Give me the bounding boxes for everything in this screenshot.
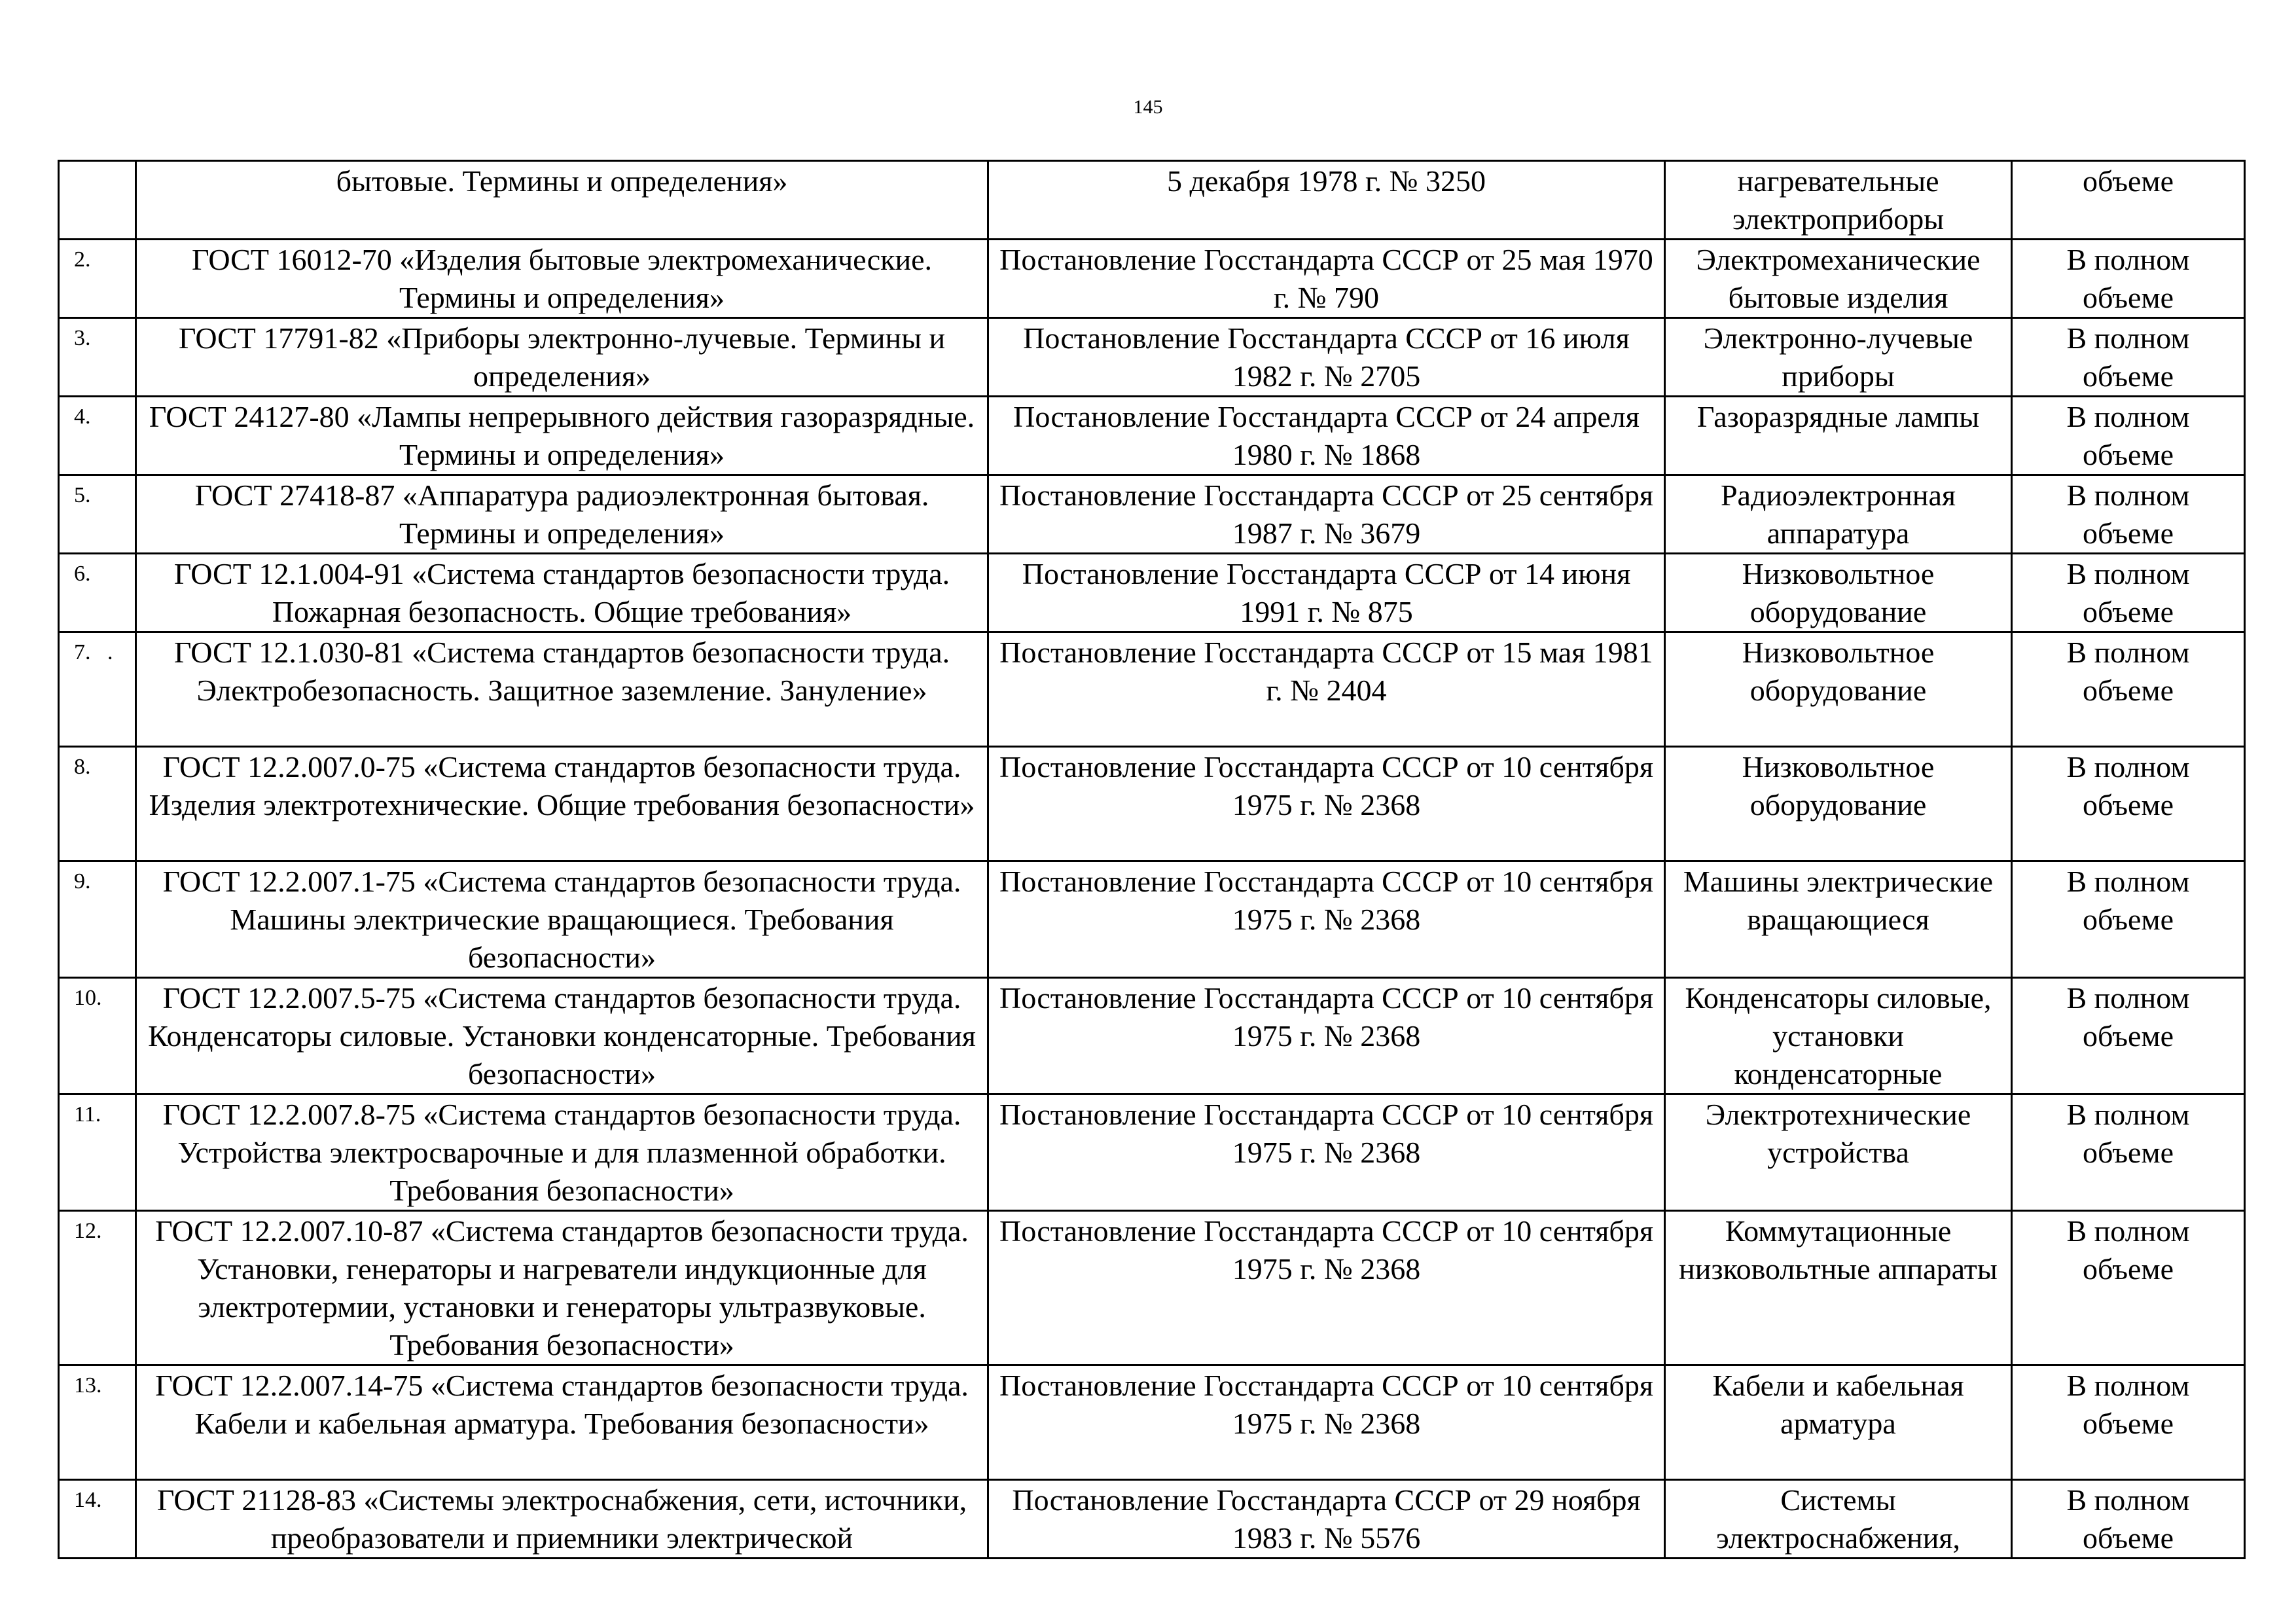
object-cell: Коммутационные низковольтные аппараты bbox=[1665, 1211, 2012, 1365]
document-cell: ГОСТ 12.2.007.14-75 «Система стандартов безопасности труда. Кабели и кабельная арматура. Требования безопасности» bbox=[136, 1365, 988, 1480]
approval-act-cell: Постановление Госстандарта СССР от 16 июля 1982 г. № 2705 bbox=[988, 318, 1665, 397]
object-cell: Низковольтное оборудование bbox=[1665, 632, 2012, 747]
scope-cell: В полном объеме bbox=[2012, 1365, 2245, 1480]
approval-act-cell: Постановление Госстандарта СССР от 14 июня 1991 г. № 875 bbox=[988, 554, 1665, 632]
object-cell: Электронно-лучевые приборы bbox=[1665, 318, 2012, 397]
row-number: 5. bbox=[59, 475, 136, 554]
object-cell: Электромеханические бытовые изделия bbox=[1665, 240, 2012, 318]
row-number: 7. . bbox=[59, 632, 136, 747]
document-cell: ГОСТ 12.2.007.10-87 «Система стандартов безопасности труда. Установки, генераторы и нагреватели индукционные для электротермии, установки и генераторы ультразвуковые. Требования безопасности» bbox=[136, 1211, 988, 1365]
row-number: 2. bbox=[59, 240, 136, 318]
approval-act-cell: Постановление Госстандарта СССР от 10 сентября 1975 г. № 2368 bbox=[988, 1365, 1665, 1480]
table-row bbox=[59, 475, 2245, 554]
document-cell: ГОСТ 12.2.007.1-75 «Система стандартов безопасности труда. Машины электрические вращающиеся. Требования безопасности» bbox=[136, 861, 988, 978]
scope-cell: В полном объеме bbox=[2012, 861, 2245, 978]
scope-cell: В полном объеме bbox=[2012, 240, 2245, 318]
scope-cell: В полном объеме bbox=[2012, 554, 2245, 632]
scope-cell: В полном объеме bbox=[2012, 1094, 2245, 1211]
object-cell: Электротехнические устройства bbox=[1665, 1094, 2012, 1211]
table-row bbox=[59, 1480, 2245, 1559]
document-cell: ГОСТ 12.1.030-81 «Система стандартов безопасности труда. Электробезопасность. Защитное заземление. Зануление» bbox=[136, 632, 988, 747]
document-cell: ГОСТ 16012-70 «Изделия бытовые электромеханические. Термины и определения» bbox=[136, 240, 988, 318]
object-cell: Системы электроснабжения, bbox=[1665, 1480, 2012, 1559]
document-cell: ГОСТ 12.2.007.0-75 «Система стандартов безопасности труда. Изделия электротехнические. Общие требования безопасности» bbox=[136, 747, 988, 861]
approval-act-cell: Постановление Госстандарта СССР от 24 апреля 1980 г. № 1868 bbox=[988, 397, 1665, 475]
row-number: 4. bbox=[59, 397, 136, 475]
approval-act-cell: Постановление Госстандарта СССР от 25 сентября 1987 г. № 3679 bbox=[988, 475, 1665, 554]
row-number: 13. bbox=[59, 1365, 136, 1480]
table-row bbox=[59, 1094, 2245, 1211]
approval-act-cell: 5 декабря 1978 г. № 3250 bbox=[988, 161, 1665, 240]
approval-act-cell: Постановление Госстандарта СССР от 10 сентября 1975 г. № 2368 bbox=[988, 1094, 1665, 1211]
table-row bbox=[59, 632, 2245, 747]
row-number bbox=[59, 161, 136, 240]
row-number: 10. bbox=[59, 978, 136, 1094]
scope-cell: В полном объеме bbox=[2012, 475, 2245, 554]
object-cell: Кабели и кабельная арматура bbox=[1665, 1365, 2012, 1480]
table-row bbox=[59, 397, 2245, 475]
scope-cell: В полном объеме bbox=[2012, 397, 2245, 475]
object-cell: Низковольтное оборудование bbox=[1665, 747, 2012, 861]
scope-cell: В полном объеме bbox=[2012, 318, 2245, 397]
approval-act-cell: Постановление Госстандарта СССР от 10 сентября 1975 г. № 2368 bbox=[988, 861, 1665, 978]
table-row bbox=[59, 1365, 2245, 1480]
scope-cell: В полном объеме bbox=[2012, 632, 2245, 747]
document-cell: ГОСТ 12.1.004-91 «Система стандартов безопасности труда. Пожарная безопасность. Общие требования» bbox=[136, 554, 988, 632]
object-cell: Радиоэлектронная аппаратура bbox=[1665, 475, 2012, 554]
table-row bbox=[59, 978, 2245, 1094]
table-row bbox=[59, 240, 2245, 318]
approval-act-cell: Постановление Госстандарта СССР от 10 сентября 1975 г. № 2368 bbox=[988, 978, 1665, 1094]
approval-act-cell: Постановление Госстандарта СССР от 29 ноября 1983 г. № 5576 bbox=[988, 1480, 1665, 1559]
object-cell: Машины электрические вращающиеся bbox=[1665, 861, 2012, 978]
table-row bbox=[59, 747, 2245, 861]
object-cell: Газоразрядные лампы bbox=[1665, 397, 2012, 475]
document-cell: ГОСТ 21128-83 «Системы электроснабжения, сети, источники, преобразователи и приемники электрической bbox=[136, 1480, 988, 1559]
document-cell: ГОСТ 27418-87 «Аппаратура радиоэлектронная бытовая. Термины и определения» bbox=[136, 475, 988, 554]
scope-cell: объеме bbox=[2012, 161, 2245, 240]
object-cell: Конденсаторы силовые, установки конденсаторные bbox=[1665, 978, 2012, 1094]
row-number: 12. bbox=[59, 1211, 136, 1365]
document-cell: ГОСТ 17791-82 «Приборы электронно-лучевые. Термины и определения» bbox=[136, 318, 988, 397]
row-number: 9. bbox=[59, 861, 136, 978]
table-row bbox=[59, 554, 2245, 632]
scope-cell: В полном объеме bbox=[2012, 1480, 2245, 1559]
table-row bbox=[59, 1211, 2245, 1365]
document-cell: ГОСТ 24127-80 «Лампы непрерывного действия газоразрядные. Термины и определения» bbox=[136, 397, 988, 475]
standards-table bbox=[58, 160, 2246, 1559]
scope-cell: В полном объеме bbox=[2012, 747, 2245, 861]
page-number: 145 bbox=[1133, 96, 1163, 118]
scope-cell: В полном объеме bbox=[2012, 1211, 2245, 1365]
approval-act-cell: Постановление Госстандарта СССР от 10 сентября 1975 г. № 2368 bbox=[988, 747, 1665, 861]
table-row bbox=[59, 861, 2245, 978]
object-cell: Низковольтное оборудование bbox=[1665, 554, 2012, 632]
table-row bbox=[59, 318, 2245, 397]
document-cell: бытовые. Термины и определения» bbox=[136, 161, 988, 240]
approval-act-cell: Постановление Госстандарта СССР от 25 мая 1970 г. № 790 bbox=[988, 240, 1665, 318]
row-number: 8. bbox=[59, 747, 136, 861]
document-cell: ГОСТ 12.2.007.8-75 «Система стандартов безопасности труда. Устройства электросварочные и для плазменной обработки. Требования безопасности» bbox=[136, 1094, 988, 1211]
row-number: 3. bbox=[59, 318, 136, 397]
object-cell: нагревательные электроприборы bbox=[1665, 161, 2012, 240]
approval-act-cell: Постановление Госстандарта СССР от 10 сентября 1975 г. № 2368 bbox=[988, 1211, 1665, 1365]
scope-cell: В полном объеме bbox=[2012, 978, 2245, 1094]
row-number: 14. bbox=[59, 1480, 136, 1559]
approval-act-cell: Постановление Госстандарта СССР от 15 мая 1981 г. № 2404 bbox=[988, 632, 1665, 747]
row-number: 6. bbox=[59, 554, 136, 632]
row-number: 11. bbox=[59, 1094, 136, 1211]
table-row bbox=[59, 161, 2245, 240]
document-cell: ГОСТ 12.2.007.5-75 «Система стандартов безопасности труда. Конденсаторы силовые. Установки конденсаторные. Требования безопасности» bbox=[136, 978, 988, 1094]
